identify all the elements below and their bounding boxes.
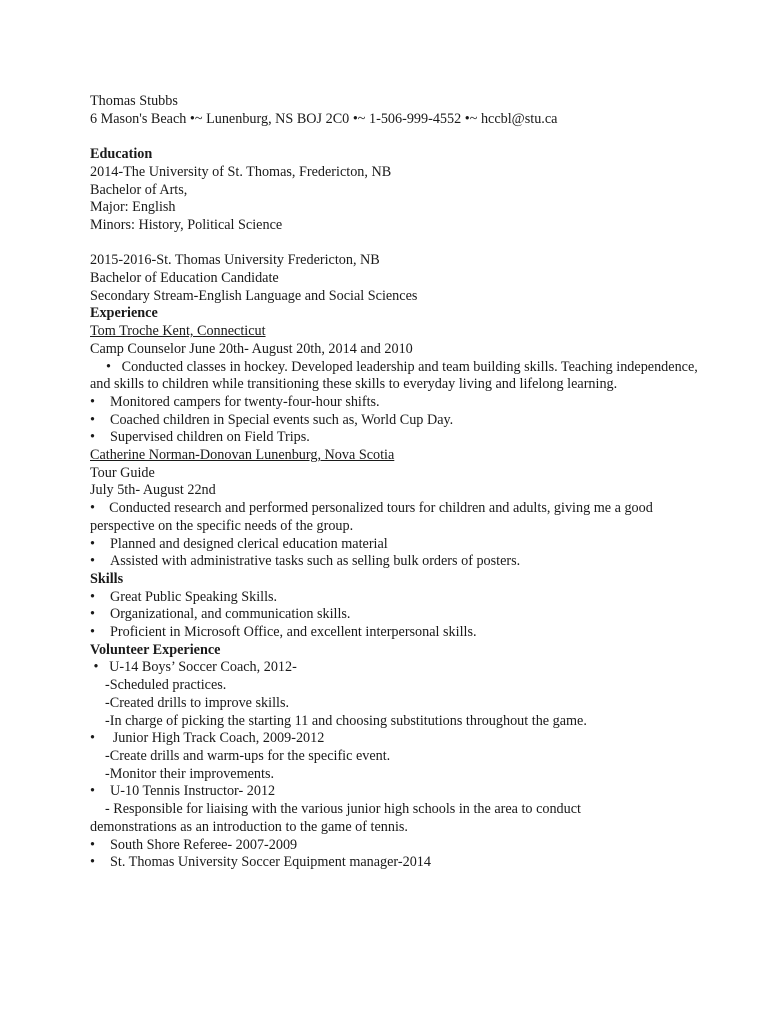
list-item: • Great Public Speaking Skills. (90, 588, 278, 605)
volunteer-heading: Volunteer Experience (90, 641, 221, 658)
sub-item: -Create drills and warm-ups for the specific event. (105, 747, 391, 764)
sub-item: -In charge of picking the starting 11 and choosing substitutions throughout the game. (105, 712, 587, 729)
education-line: Bachelor of Education Candidate (90, 270, 279, 286)
list-item: • Conducted research and performed personalized tours for children and adults, giving me a good perspective on the specific needs of the group. (90, 500, 653, 534)
list-item: • Conducted classes in hockey. Developed leadership and team building skills. Teaching independence, and skills to children while transitioning these skills to everyday living and lifelong learning. (90, 358, 698, 393)
job-role: Tour Guide (90, 464, 155, 481)
sub-item: -Created drills to improve skills. (105, 694, 290, 711)
list-item: • U-10 Tennis Instructor- 2012 (90, 783, 276, 800)
list-item: • Organizational, and communication skills. (90, 606, 351, 623)
education-line: 2014-The University of St. Thomas, Fredericton, NB (90, 163, 392, 180)
list-item: • St. Thomas University Soccer Equipment manager-2014 (90, 854, 431, 871)
bullet-text: Conducted classes in hockey. Developed leadership and team building skills. Teaching independence, and skills to children while transitioning these skills to everyday living and lifelong learning. (90, 358, 698, 393)
employer-name: Tom Troche Kent, Connecticut (90, 323, 266, 340)
list-item: • Proficient in Microsoft Office, and excellent interpersonal skills. (90, 624, 477, 641)
education-line: 2015-2016-St. Thomas University Fredericton, NB (90, 252, 380, 269)
list-item: • Monitored campers for twenty-four-hour shifts. (90, 393, 380, 410)
skills-heading: Skills (90, 570, 124, 587)
list-item: • Junior High Track Coach, 2009-2012 (90, 730, 325, 747)
job-dates: July 5th- August 22nd (90, 482, 216, 499)
employer-name: Catherine Norman-Donovan Lunenburg, Nova Scotia (90, 447, 395, 464)
education-line: Bachelor of Arts, (90, 181, 188, 198)
education-line: Major: English (90, 199, 176, 216)
list-item: • U-14 Boys’ Soccer Coach, 2012- (90, 659, 297, 676)
education-line: Secondary Stream-English Language and Social Sciences (90, 287, 418, 304)
applicant-name: Thomas Stubbs (90, 93, 178, 109)
sub-item: -Monitor their improvements. (105, 765, 275, 782)
education-heading: Education (90, 146, 153, 163)
bullet-text: Conducted research and performed personalized tours for children and adults, giving me a good perspective on the specific needs of the group. (90, 500, 653, 534)
list-item: • Planned and designed clerical education material (90, 535, 388, 552)
sub-item: demonstrations as an introduction to the game of tennis. (90, 818, 408, 835)
list-item: • Supervised children on Field Trips. (90, 429, 310, 446)
resume-page (90, 93, 700, 872)
sub-item: -Scheduled practices. (105, 677, 227, 694)
education-line: Minors: History, Political Science (90, 216, 283, 233)
list-item: • South Shore Referee- 2007-2009 (90, 836, 298, 853)
list-item: • Coached children in Special events such as, World Cup Day. (90, 411, 454, 428)
sub-item: - Responsible for liaising with the various junior high schools in the area to conduct (105, 801, 581, 818)
job-role: Camp Counselor June 20th- August 20th, 2014 and 2010 (90, 340, 413, 357)
experience-heading: Experience (90, 305, 158, 322)
contact-line: 6 Mason's Beach •~ Lunenburg, NS BOJ 2C0 •~ 1-506-999-4552 •~ hccbl@stu.ca (90, 110, 558, 127)
list-item: • Assisted with administrative tasks such as selling bulk orders of posters. (90, 553, 521, 570)
spacer (90, 128, 700, 146)
spacer (90, 235, 700, 253)
